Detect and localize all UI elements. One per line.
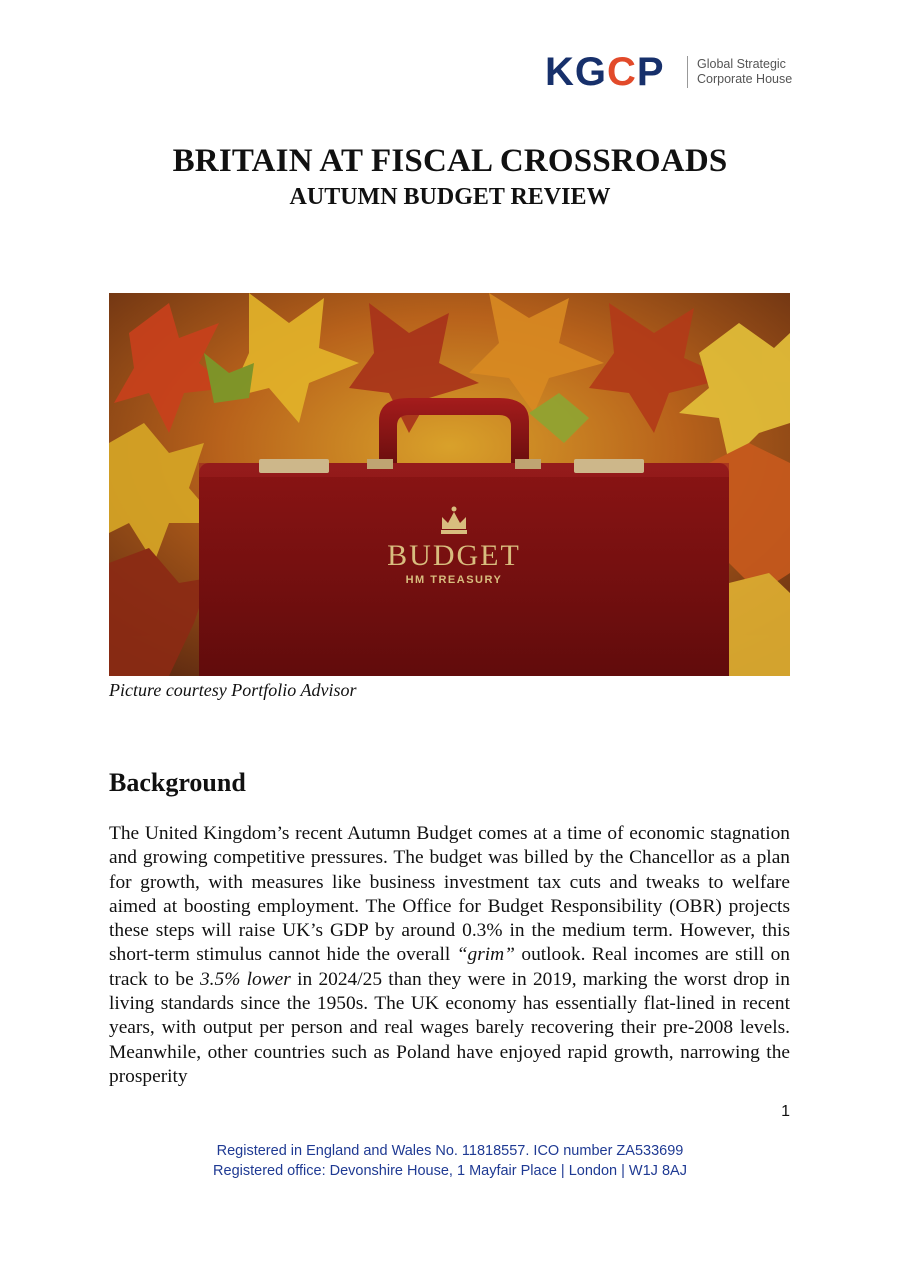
body-text-segment: The United Kingdom’s recent Autumn Budget comes at a time of economic stagnation and growing competitive pressures. The budget was billed by the Chancellor as a plan for growth, with measures like business investment tax cuts and tweaks to welfare aimed at boosting employment. The Office for Budget Responsibility (OBR) projects these steps will raise UK’s GDP by around 0.3% in the medium term. However, this short-term stimulus cannot hide the overall <box>109 823 790 966</box>
footer-office-line: Registered office: Devonshire House, 1 Mayfair Place | London | W1J 8AJ <box>213 1163 687 1179</box>
logo-tagline-line2: Corporate House <box>697 72 793 86</box>
page-number: 1 <box>781 1103 790 1120</box>
footer-registration-line: Registered in England and Wales No. 11818557. ICO number ZA533699 <box>216 1143 684 1159</box>
body-paragraph <box>109 822 790 1089</box>
company-logo <box>545 52 795 94</box>
logo-letter-c: C <box>607 50 637 94</box>
budget-briefcase-illustration <box>109 293 790 676</box>
briefcase-budget-word: BUDGET <box>387 539 521 572</box>
body-text-emphasis: 3.5% lower <box>199 968 291 990</box>
logo-tagline-line1: Global Strategic <box>697 57 786 71</box>
logo-letter-p: P <box>636 50 665 94</box>
body-text-emphasis: “grim” <box>456 944 515 966</box>
document-title: BRITAIN AT FISCAL CROSSROADS <box>172 143 728 179</box>
body-text-segment: outlook. Real incomes are still on track to be <box>109 944 791 990</box>
logo-divider <box>687 56 688 88</box>
section-body <box>109 822 790 1089</box>
briefcase-hm-treasury-word: HM TREASURY <box>405 574 503 586</box>
body-text-segment: in 2024/25 than they were in 2019, marking the worst drop in living standards since the 1950s. The UK economy has essentially flat-lined in recent years, with output per person and real wages barely recovering their pre-2008 levels. Meanwhile, other countries such as Poland have enjoyed rapid growth, narrowing the prosperity <box>109 968 790 1087</box>
logo-letter-k: K <box>545 50 575 94</box>
logo-letter-g: G <box>574 50 608 94</box>
image-caption: Picture courtesy Portfolio Advisor <box>109 680 357 700</box>
budget-briefcase-image <box>109 293 790 676</box>
document-subtitle: AUTUMN BUDGET REVIEW <box>289 184 611 210</box>
page-footer <box>0 1141 900 1181</box>
logo-mark <box>545 52 665 92</box>
logo-tagline <box>697 57 792 87</box>
section-heading: Background <box>109 768 246 797</box>
